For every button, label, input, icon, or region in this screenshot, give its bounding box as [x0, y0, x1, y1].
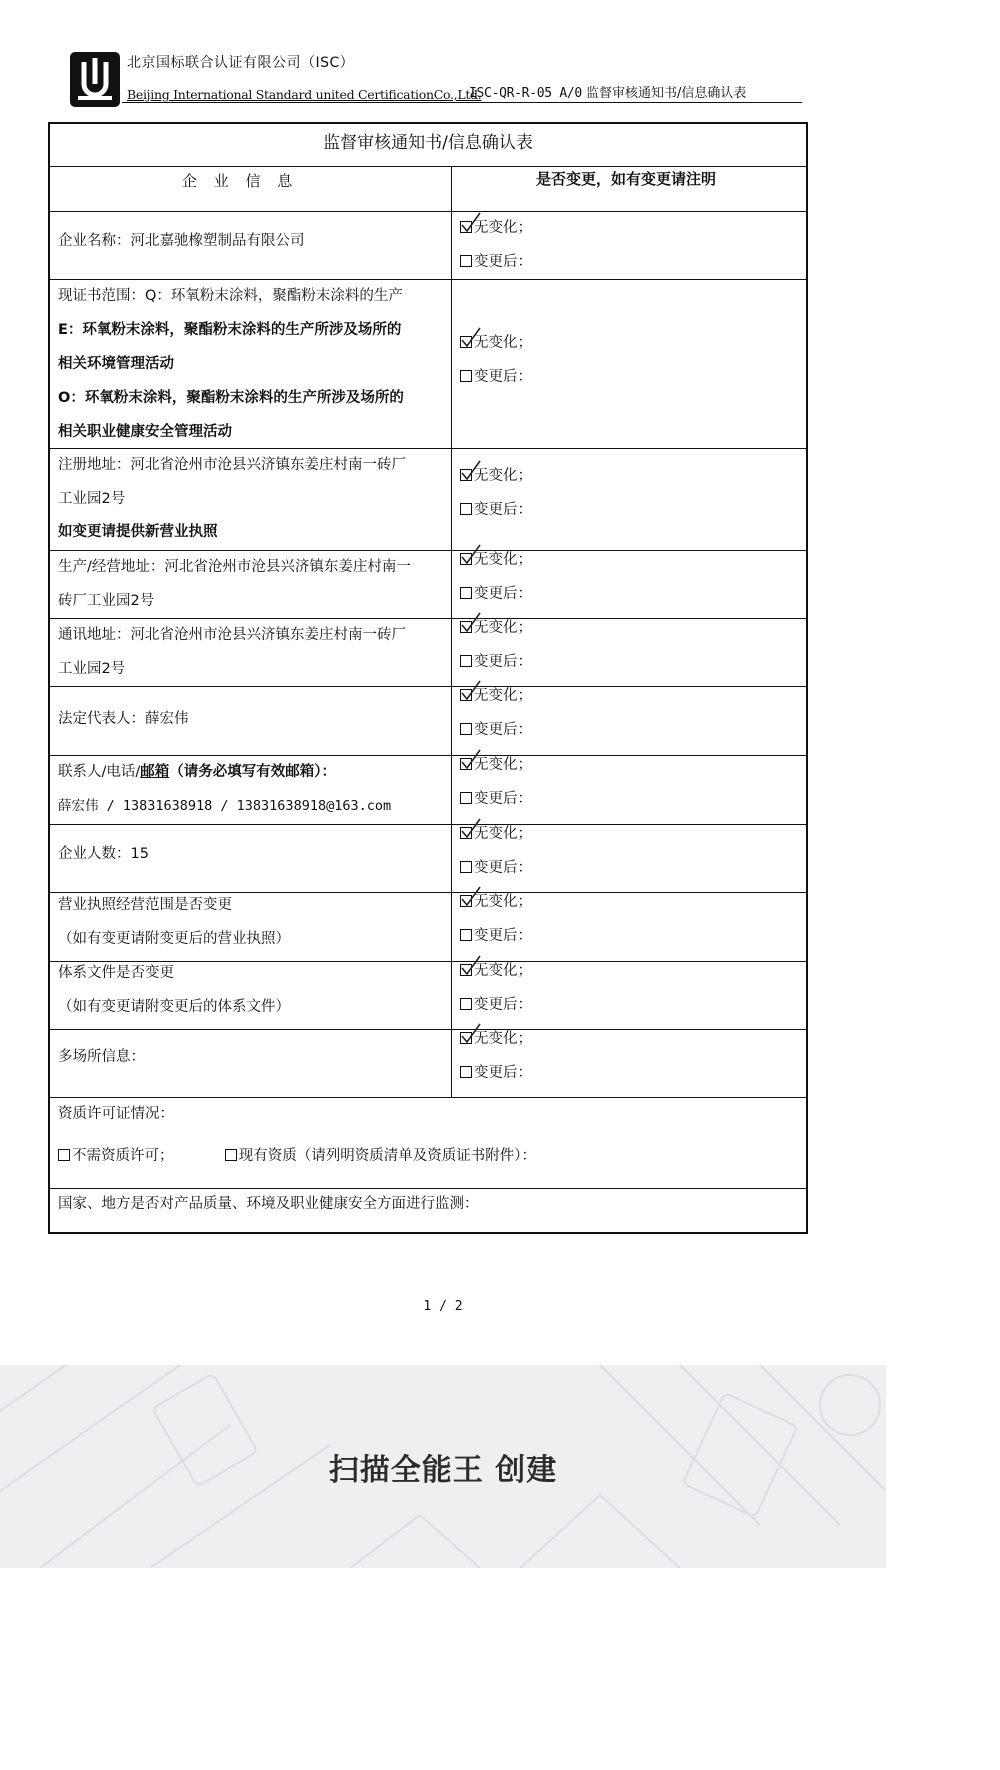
no-change-label: 无变化；	[474, 468, 532, 484]
scanner-watermark-band	[0, 1365, 886, 1568]
doc-code-number: ISC-QR-R-05 A/0	[469, 86, 582, 101]
option-no-change	[460, 755, 532, 775]
option-no-change	[460, 333, 532, 353]
changed-checkbox[interactable]	[460, 255, 472, 267]
row-divider	[50, 1029, 806, 1030]
option-changed	[460, 926, 532, 946]
no-change-label: 无变化；	[474, 335, 532, 351]
changed-checkbox[interactable]	[460, 792, 472, 804]
changed-label: 变更后：	[474, 997, 532, 1013]
mailing-address-line: 工业园2号	[58, 661, 126, 677]
changed-label: 变更后：	[474, 722, 532, 738]
registered-address-line: 工业园2号	[58, 491, 126, 507]
row-divider	[50, 1188, 806, 1189]
contact-value-text: 薛宏伟 / 13831638918 / 13831638918@163.com	[58, 798, 392, 814]
contact-value	[58, 789, 391, 823]
option-no-change	[460, 892, 532, 912]
certificate-scope-line: 现证书范围：Q：环氧粉末涂料，聚酯粉末涂料的生产	[58, 288, 403, 304]
option-no-change	[460, 961, 532, 981]
production-address-line: 砖厂工业园2号	[58, 593, 155, 609]
no-change-checkbox[interactable]	[460, 336, 472, 348]
registered-address-line: 注册地址：河北省沧州市沧县兴济镇东姜庄村南一砖厂	[58, 457, 406, 473]
column-divider	[451, 166, 452, 1098]
certificate-scope-line: O：环氧粉末涂料，聚酯粉末涂料的生产所涉及场所的	[58, 390, 404, 406]
option-changed	[460, 584, 532, 604]
form-title: 监督审核通知书/信息确认表	[323, 133, 533, 153]
mailing-address-line: 通讯地址：河北省沧州市沧县兴济镇东姜庄村南一砖厂	[58, 627, 406, 643]
option-no-change	[460, 218, 532, 238]
changed-label: 变更后：	[474, 254, 532, 270]
changed-label: 变更后：	[474, 502, 532, 518]
option-no-change	[460, 824, 532, 844]
no-change-label: 无变化；	[474, 620, 532, 636]
changed-checkbox[interactable]	[460, 998, 472, 1010]
no-change-checkbox[interactable]	[460, 689, 472, 701]
row-divider	[50, 824, 806, 825]
scanner-watermark-text: 扫描全能王 创建	[328, 1453, 558, 1488]
no-change-label: 无变化；	[474, 1031, 532, 1047]
no-change-checkbox[interactable]	[460, 895, 472, 907]
doc-code-name: 监督审核通知书/信息确认表	[586, 86, 747, 101]
option-changed	[460, 789, 532, 809]
qualification-none-label: 不需资质许可；	[72, 1148, 174, 1164]
changed-checkbox[interactable]	[460, 503, 472, 515]
no-change-label: 无变化；	[474, 757, 532, 773]
changed-label: 变更后：	[474, 654, 532, 670]
legal-representative-field: 法定代表人：薛宏伟	[58, 711, 189, 727]
certificate-scope-line: 相关环境管理活动	[58, 356, 174, 372]
certificate-scope-line: E：环氧粉末涂料，聚酯粉末涂料的生产所涉及场所的	[58, 322, 402, 338]
no-change-checkbox[interactable]	[460, 621, 472, 633]
changed-label: 变更后：	[474, 860, 532, 876]
changed-checkbox[interactable]	[460, 1066, 472, 1078]
no-change-label: 无变化；	[474, 894, 532, 910]
company-name-cn: 北京国标联合认证有限公司（ISC）	[127, 55, 355, 71]
contact-label-prefix: 联系人/电话/	[58, 764, 141, 780]
no-change-checkbox[interactable]	[460, 1032, 472, 1044]
no-change-checkbox[interactable]	[460, 469, 472, 481]
no-change-label: 无变化；	[474, 552, 532, 568]
no-change-label: 无变化；	[474, 826, 532, 842]
option-changed	[460, 858, 532, 878]
option-changed	[460, 500, 532, 520]
no-change-label: 无变化；	[474, 688, 532, 704]
option-changed	[460, 367, 532, 387]
license-scope-question: 营业执照经营范围是否变更	[58, 897, 232, 913]
option-changed	[460, 1063, 532, 1083]
changed-checkbox[interactable]	[460, 587, 472, 599]
no-change-checkbox[interactable]	[460, 964, 472, 976]
contact-label-email: 邮箱	[140, 764, 170, 780]
row-divider	[50, 166, 806, 167]
no-change-label: 无变化；	[474, 963, 532, 979]
changed-label: 变更后：	[474, 1065, 532, 1081]
changed-checkbox[interactable]	[460, 723, 472, 735]
company-name-field: 企业名称：河北嘉驰橡塑制品有限公司	[58, 233, 305, 249]
qualification-options	[58, 1144, 536, 1165]
row-divider	[50, 211, 806, 212]
isc-logo-icon	[70, 52, 120, 107]
option-no-change	[460, 1029, 532, 1049]
changed-label: 变更后：	[474, 586, 532, 602]
employee-count-field: 企业人数：15	[58, 846, 149, 862]
contact-label	[58, 755, 336, 789]
option-changed	[460, 720, 532, 740]
header-rule	[122, 102, 802, 103]
row-divider	[50, 1097, 806, 1098]
changed-checkbox[interactable]	[460, 370, 472, 382]
option-changed	[460, 652, 532, 672]
column-header-change-status: 是否变更，如有变更请注明	[536, 170, 717, 188]
no-change-checkbox[interactable]	[460, 221, 472, 233]
company-name-en: Beijing International Standard united CertificationCo.,Ltd.	[127, 87, 482, 102]
production-address-line: 生产/经营地址：河北省沧州市沧县兴济镇东姜庄村南一	[58, 559, 411, 575]
no-change-checkbox[interactable]	[460, 758, 472, 770]
confirmation-form	[48, 122, 808, 1234]
option-no-change	[460, 686, 532, 706]
contact-label-note: （请务必填写有效邮箱）：	[169, 764, 337, 780]
no-change-checkbox[interactable]	[460, 827, 472, 839]
page-number: 1 / 2	[423, 1299, 463, 1314]
changed-checkbox[interactable]	[460, 655, 472, 667]
monitoring-question: 国家、地方是否对产品质量、环境及职业健康安全方面进行监测：	[58, 1196, 479, 1212]
changed-label: 变更后：	[474, 928, 532, 944]
qualification-have-label: 现有资质（请列明资质清单及资质证书附件）：	[238, 1148, 536, 1164]
changed-label: 变更后：	[474, 369, 532, 385]
document-code	[469, 82, 746, 101]
system-docs-note: （如有变更请附变更后的体系文件）	[58, 999, 290, 1015]
no-change-checkbox[interactable]	[460, 553, 472, 565]
system-docs-question: 体系文件是否变更	[58, 965, 174, 981]
option-changed	[460, 252, 532, 272]
no-change-label: 无变化；	[474, 220, 532, 236]
changed-label: 变更后：	[474, 791, 532, 807]
qualification-none-checkbox[interactable]	[58, 1149, 70, 1161]
license-scope-note: （如有变更请附变更后的营业执照）	[58, 931, 290, 947]
changed-checkbox[interactable]	[460, 929, 472, 941]
row-divider	[50, 686, 806, 687]
qualification-label: 资质许可证情况：	[58, 1106, 174, 1122]
certificate-scope-line: 相关职业健康安全管理活动	[58, 424, 232, 440]
registered-address-note: 如变更请提供新营业执照	[58, 524, 218, 540]
column-header-company-info: 企 业 信 息	[182, 172, 299, 190]
option-no-change	[460, 550, 532, 570]
option-changed	[460, 995, 532, 1015]
changed-checkbox[interactable]	[460, 861, 472, 873]
qualification-have-checkbox[interactable]	[225, 1149, 237, 1161]
option-no-change	[460, 466, 532, 486]
option-no-change	[460, 618, 532, 638]
multi-site-field: 多场所信息：	[58, 1049, 145, 1065]
